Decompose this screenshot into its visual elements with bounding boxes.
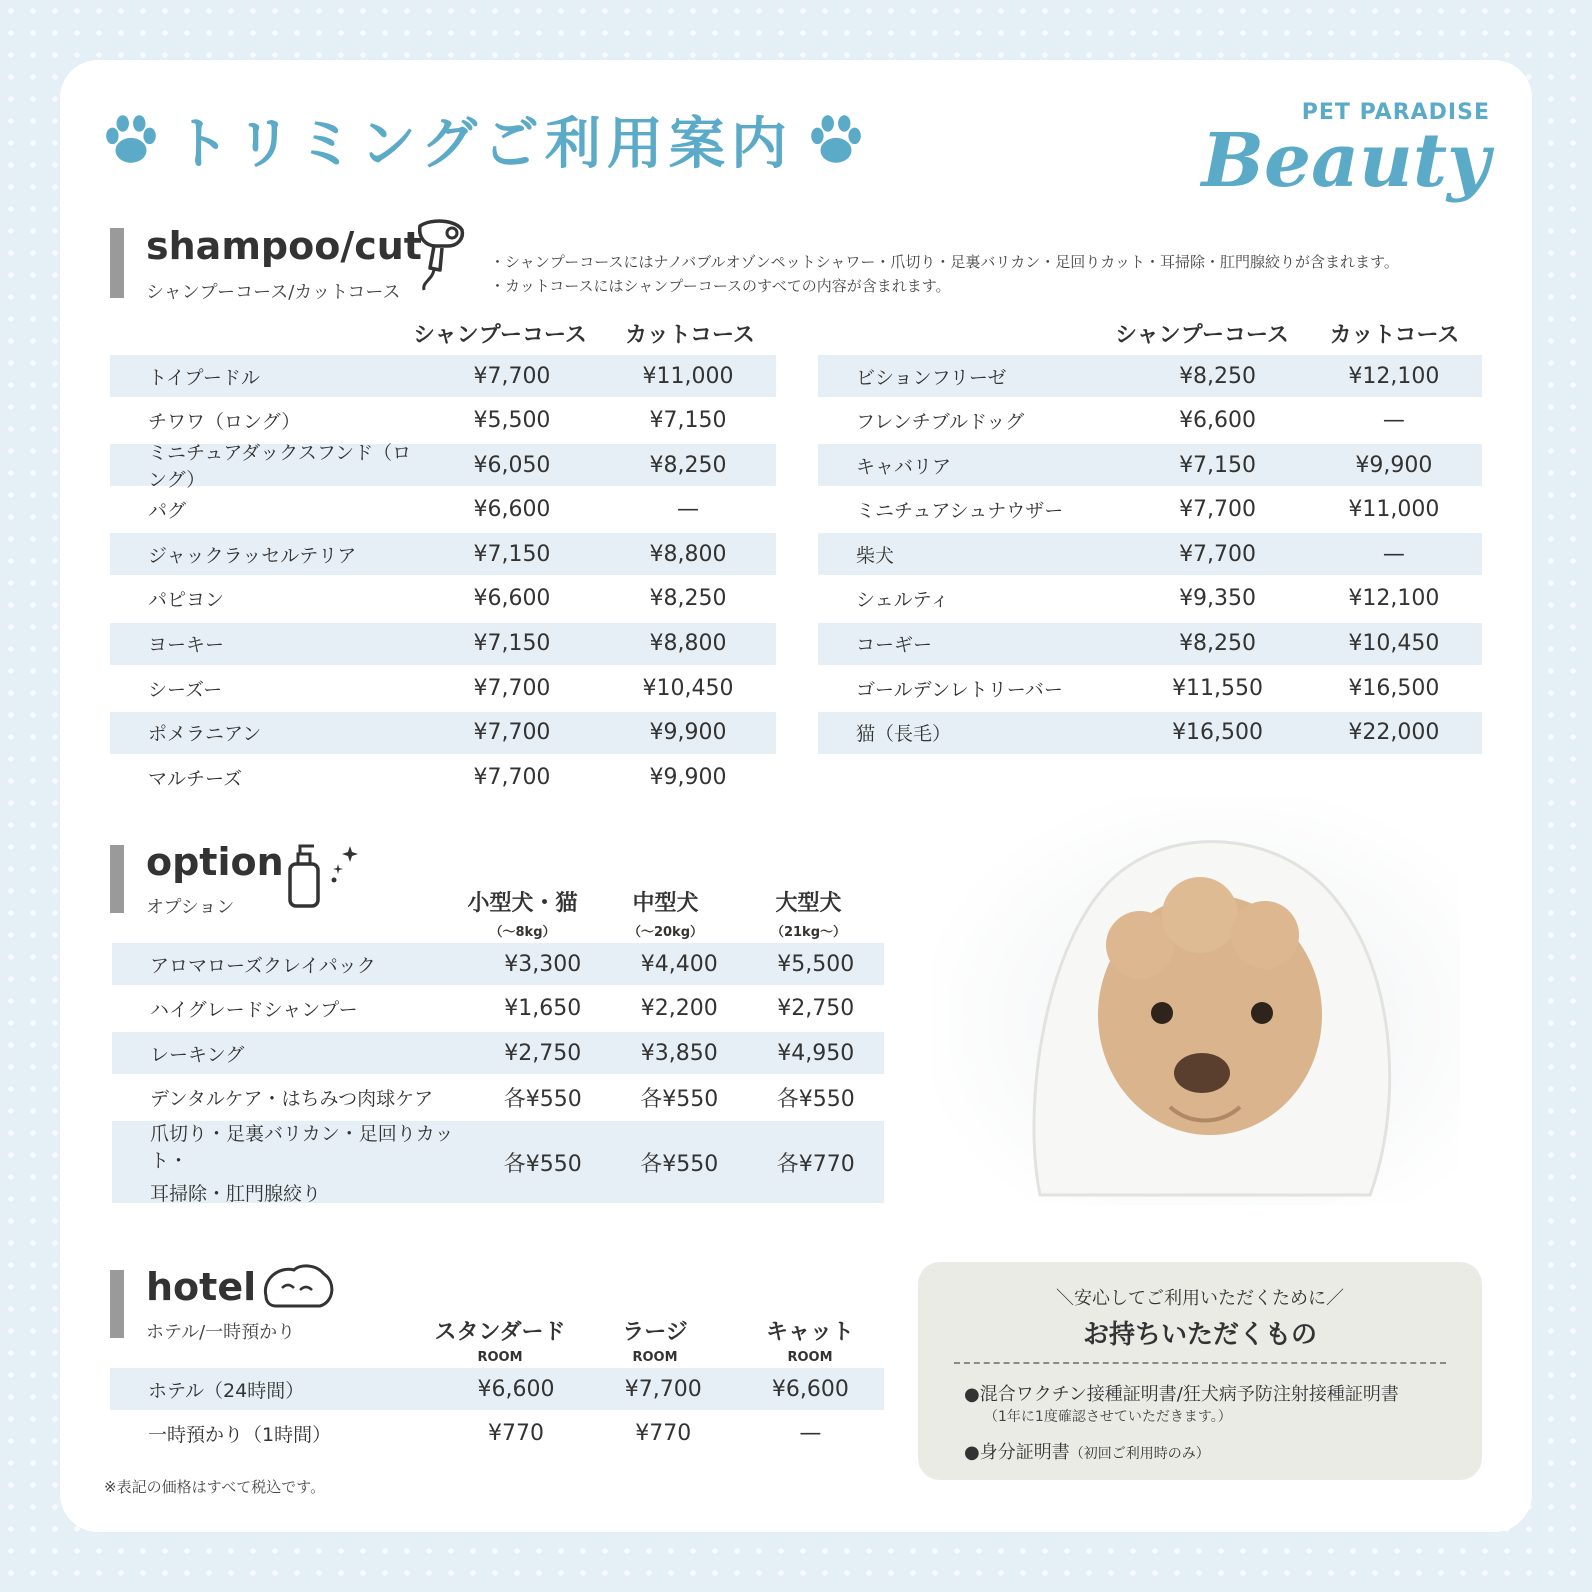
row-name xyxy=(110,438,424,492)
row-name xyxy=(110,719,424,746)
shampoo-section-title: shampoo/cut xyxy=(146,224,422,268)
price-cell: ¥5,500 xyxy=(777,951,855,977)
row-name-line: シェルティ xyxy=(856,589,950,612)
row-name xyxy=(110,541,424,568)
price-cell: ¥8,800 xyxy=(649,631,727,657)
section-bar xyxy=(110,1270,124,1338)
price-cell: ¥7,700 xyxy=(473,720,551,746)
price-cell: ¥10,450 xyxy=(1348,631,1440,657)
table-row xyxy=(818,355,1482,397)
table-row xyxy=(110,533,776,575)
table-row xyxy=(110,712,776,754)
row-name-line: レーキング xyxy=(150,1043,245,1066)
info-item-vaccine-note: （1年に1度確認させていただきます。） xyxy=(984,1409,1232,1425)
table-row xyxy=(112,1032,884,1074)
row-name xyxy=(112,1084,475,1111)
table-row xyxy=(112,943,884,985)
price-cell: ¥10,450 xyxy=(642,675,734,701)
price-cell: ¥9,900 xyxy=(649,764,727,790)
price-cell: ¥7,700 xyxy=(473,675,551,701)
price-cell: 各¥550 xyxy=(503,1087,582,1113)
price-cell: 各¥550 xyxy=(640,1151,719,1177)
row-name xyxy=(818,496,1129,523)
col-sub: （〜8kg） xyxy=(489,925,556,940)
col-label: 中型犬 xyxy=(632,891,699,916)
table-row xyxy=(818,489,1482,531)
table-row xyxy=(110,1413,884,1455)
row-name-line: ヨーキー xyxy=(148,634,225,657)
row-name xyxy=(818,541,1129,568)
price-cell: 各¥550 xyxy=(503,1151,582,1177)
hair-dryer-icon xyxy=(412,216,468,296)
price-cell: ¥7,150 xyxy=(649,408,727,434)
option-table xyxy=(112,943,884,1206)
row-name xyxy=(818,630,1129,657)
row-name-line: ハイグレードシャンプー xyxy=(150,999,358,1022)
row-name-line: 耳掃除・肛門腺絞り xyxy=(150,1182,322,1205)
price-cell: ¥7,700 xyxy=(1179,497,1257,523)
row-name xyxy=(112,1040,475,1067)
price-cell: ¥22,000 xyxy=(1348,720,1440,746)
row-name-line: 柴犬 xyxy=(856,544,895,567)
price-cell: — xyxy=(1382,408,1405,434)
price-cell: ¥7,700 xyxy=(624,1376,702,1402)
table-row xyxy=(110,667,776,709)
row-name xyxy=(818,452,1129,479)
table-row xyxy=(818,712,1482,754)
paw-icon xyxy=(100,109,162,171)
info-item-vaccine: ●混合ワクチン接種証明書/狂犬病予防注射接種証明書 xyxy=(964,1384,1399,1405)
table-row xyxy=(110,578,776,620)
price-cell: ¥6,600 xyxy=(1179,408,1257,434)
col-sub: ROOM xyxy=(477,1350,523,1365)
row-name-line: フレンチブルドッグ xyxy=(856,411,1025,434)
col-header-cut: カットコース xyxy=(1329,323,1460,348)
hotel-col-header-cat xyxy=(735,1315,885,1365)
price-cell: ¥6,050 xyxy=(473,452,551,478)
price-cell: 各¥770 xyxy=(776,1151,855,1177)
table-row xyxy=(110,442,776,492)
info-item-id-label: ●身分証明書 xyxy=(964,1442,1070,1463)
row-name xyxy=(818,585,1129,612)
col-label: 大型犬 xyxy=(775,891,842,916)
brand-logo xyxy=(1180,100,1490,204)
info-subheading: ＼安心してご利用いただくために／ xyxy=(1056,1288,1344,1309)
row-name xyxy=(110,630,424,657)
price-cell: ¥9,900 xyxy=(1355,452,1433,478)
hotel-col-header-large xyxy=(580,1315,730,1365)
price-cell: ¥8,250 xyxy=(649,586,727,612)
section-bar xyxy=(110,845,124,913)
table-row xyxy=(112,1077,884,1119)
dashed-divider xyxy=(954,1362,1446,1364)
col-label: スタンダード xyxy=(434,1320,566,1345)
price-cell: ¥7,700 xyxy=(473,764,551,790)
col-label: 小型犬・猫 xyxy=(467,891,578,916)
price-cell: ¥2,750 xyxy=(777,996,855,1022)
row-name xyxy=(112,995,475,1022)
row-name-line: 一時預かり（1時間） xyxy=(148,1424,332,1447)
col-header-shampoo: シャンプーコース xyxy=(413,323,587,348)
row-name xyxy=(818,675,1129,702)
price-cell: ¥3,300 xyxy=(504,951,582,977)
row-name-line: デンタルケア・はちみつ肉球ケア xyxy=(150,1088,434,1111)
price-cell: ¥8,250 xyxy=(1179,631,1257,657)
price-cell: ¥6,600 xyxy=(473,586,551,612)
row-name xyxy=(110,407,424,434)
row-name-line: ビションフリーゼ xyxy=(856,366,1007,389)
option-col-header-large xyxy=(741,886,876,940)
row-name xyxy=(110,675,424,702)
table-row xyxy=(818,578,1482,620)
row-name-line: ホテル（24時間） xyxy=(148,1379,305,1402)
price-cell: ¥12,100 xyxy=(1348,586,1440,612)
option-section-subtitle: オプション xyxy=(146,897,235,918)
price-cell: ¥6,600 xyxy=(473,497,551,523)
shampoo-notes xyxy=(490,250,1399,298)
table-row xyxy=(112,1121,884,1203)
shampoo-table-left xyxy=(110,355,776,801)
price-cell: ¥8,800 xyxy=(649,541,727,567)
row-name-line: ポメラニアン xyxy=(148,723,262,746)
price-cell: ¥12,100 xyxy=(1348,363,1440,389)
paw-icon xyxy=(805,109,867,171)
hotel-col-header-standard xyxy=(425,1315,575,1365)
price-cell: ¥4,950 xyxy=(777,1040,855,1066)
price-cell: ¥3,850 xyxy=(640,1040,718,1066)
col-header-cut: カットコース xyxy=(625,323,755,348)
shampoo-bottle-icon xyxy=(284,844,364,908)
price-cell: ¥11,000 xyxy=(642,363,734,389)
shampoo-table-right xyxy=(818,355,1482,756)
price-cell: ¥7,700 xyxy=(473,363,551,389)
row-name-line: パグ xyxy=(148,500,187,523)
row-name xyxy=(818,407,1129,434)
price-cell: — xyxy=(676,497,699,523)
table-row xyxy=(110,756,776,798)
table-row xyxy=(110,400,776,442)
row-name xyxy=(112,1119,475,1206)
price-cell: ¥8,250 xyxy=(1179,363,1257,389)
row-name xyxy=(110,585,424,612)
row-name-line: チワワ（ロング） xyxy=(148,411,301,434)
info-item-id-note: （初回ご利用時のみ） xyxy=(1069,1446,1210,1462)
logo-wordmark: Beauty xyxy=(1201,118,1490,204)
row-name xyxy=(818,363,1129,390)
price-cell: ¥5,500 xyxy=(473,408,551,434)
price-cell: ¥1,650 xyxy=(504,996,582,1022)
row-name-line: 猫（長毛） xyxy=(856,723,952,746)
option-col-header-small xyxy=(455,886,590,940)
price-cell: ¥770 xyxy=(488,1421,544,1447)
price-cell: ¥7,150 xyxy=(473,631,551,657)
row-name xyxy=(110,363,424,390)
col-label: ラージ xyxy=(622,1320,688,1345)
what-to-bring-box xyxy=(918,1262,1482,1480)
price-cell: ¥9,350 xyxy=(1179,586,1257,612)
price-cell: ¥770 xyxy=(635,1421,692,1447)
row-name xyxy=(818,719,1129,746)
price-cell: ¥7,700 xyxy=(1179,541,1257,567)
price-cell: ¥7,150 xyxy=(1179,452,1257,478)
row-name-line: ミニチュアダックスフンド（ロング） xyxy=(148,442,412,492)
col-sub: （21kg〜） xyxy=(770,925,847,940)
price-cell: — xyxy=(1382,541,1405,567)
table-row xyxy=(818,444,1482,486)
price-cell: ¥16,500 xyxy=(1348,675,1440,701)
page-title: トリミングご利用案内 xyxy=(174,112,793,177)
row-name-line: アロマローズクレイパック xyxy=(150,954,376,977)
table-row xyxy=(110,355,776,397)
price-cell: ¥6,600 xyxy=(477,1376,555,1402)
row-name-line: ゴールデンレトリーバー xyxy=(856,678,1063,701)
col-sub: （〜20kg） xyxy=(627,925,704,940)
row-name-line: キャバリア xyxy=(856,455,952,478)
row-name-line: コーギー xyxy=(856,634,933,657)
price-cell: ¥4,400 xyxy=(640,951,718,977)
price-cell: 各¥550 xyxy=(640,1087,719,1113)
table-row xyxy=(110,489,776,531)
price-cell: — xyxy=(799,1421,822,1447)
tax-footnote: ※表記の価格はすべて税込です。 xyxy=(104,1478,326,1496)
price-cell: ¥7,150 xyxy=(473,541,551,567)
row-name-line: パピヨン xyxy=(148,589,225,612)
row-name-line: 爪切り・足裏バリカン・足回りカット・ xyxy=(150,1122,454,1172)
col-sub: ROOM xyxy=(787,1350,833,1365)
table-row xyxy=(818,400,1482,442)
option-col-header-medium xyxy=(598,886,733,940)
shampoo-section-subtitle: シャンプーコース/カットコース xyxy=(146,282,401,303)
row-name xyxy=(110,1376,442,1403)
price-cell: ¥16,500 xyxy=(1172,720,1264,746)
info-item-id xyxy=(964,1438,1210,1464)
price-cell: ¥6,600 xyxy=(771,1376,849,1402)
dog-photo xyxy=(930,795,1460,1205)
price-cell: ¥11,000 xyxy=(1348,497,1440,523)
row-name-line: マルチーズ xyxy=(148,767,243,790)
table-row xyxy=(112,988,884,1030)
table-row xyxy=(110,623,776,665)
price-cell: ¥2,200 xyxy=(640,996,718,1022)
hotel-section-title: hotel xyxy=(146,1265,257,1309)
price-cell: ¥2,750 xyxy=(504,1040,582,1066)
row-name xyxy=(110,496,424,523)
hotel-section-subtitle: ホテル/一時預かり xyxy=(146,1322,296,1343)
price-cell: ¥8,250 xyxy=(649,452,727,478)
info-heading: お持ちいただくもの xyxy=(1082,1320,1317,1350)
row-name xyxy=(112,951,475,978)
price-cell: ¥9,900 xyxy=(649,720,727,746)
price-cell: 各¥550 xyxy=(776,1087,855,1113)
hotel-table xyxy=(110,1368,884,1457)
logo-subtitle: PET PARADISE xyxy=(1301,100,1490,125)
col-label: キャット xyxy=(765,1320,854,1345)
col-header-shampoo: シャンプーコース xyxy=(1115,323,1289,348)
option-section-title: option xyxy=(146,840,284,884)
row-name xyxy=(110,1420,442,1447)
section-bar xyxy=(110,228,124,298)
table-row xyxy=(818,533,1482,575)
table-row xyxy=(818,667,1482,709)
sleeping-pets-icon xyxy=(260,1262,336,1312)
poodle-in-towel-illustration xyxy=(930,795,1460,1205)
row-name-line: ジャックラッセルテリア xyxy=(148,544,357,567)
table-row xyxy=(818,623,1482,665)
table-row xyxy=(110,1368,884,1410)
row-name-line: トイプードル xyxy=(148,366,260,389)
title-row xyxy=(100,100,867,180)
col-sub: ROOM xyxy=(632,1350,678,1365)
row-name xyxy=(110,764,424,791)
note-line: ・シャンプーコースにはナノバブルオゾンペットシャワー・爪切り・足裏バリカン・足回りカット・耳掃除・肛門腺絞りが含まれます。 xyxy=(490,253,1399,271)
row-name-line: シーズー xyxy=(148,678,223,701)
row-name-line: ミニチュアシュナウザー xyxy=(856,500,1064,523)
price-cell: ¥11,550 xyxy=(1172,675,1264,701)
note-line: ・カットコースにはシャンプーコースのすべての内容が含まれます。 xyxy=(490,277,951,295)
